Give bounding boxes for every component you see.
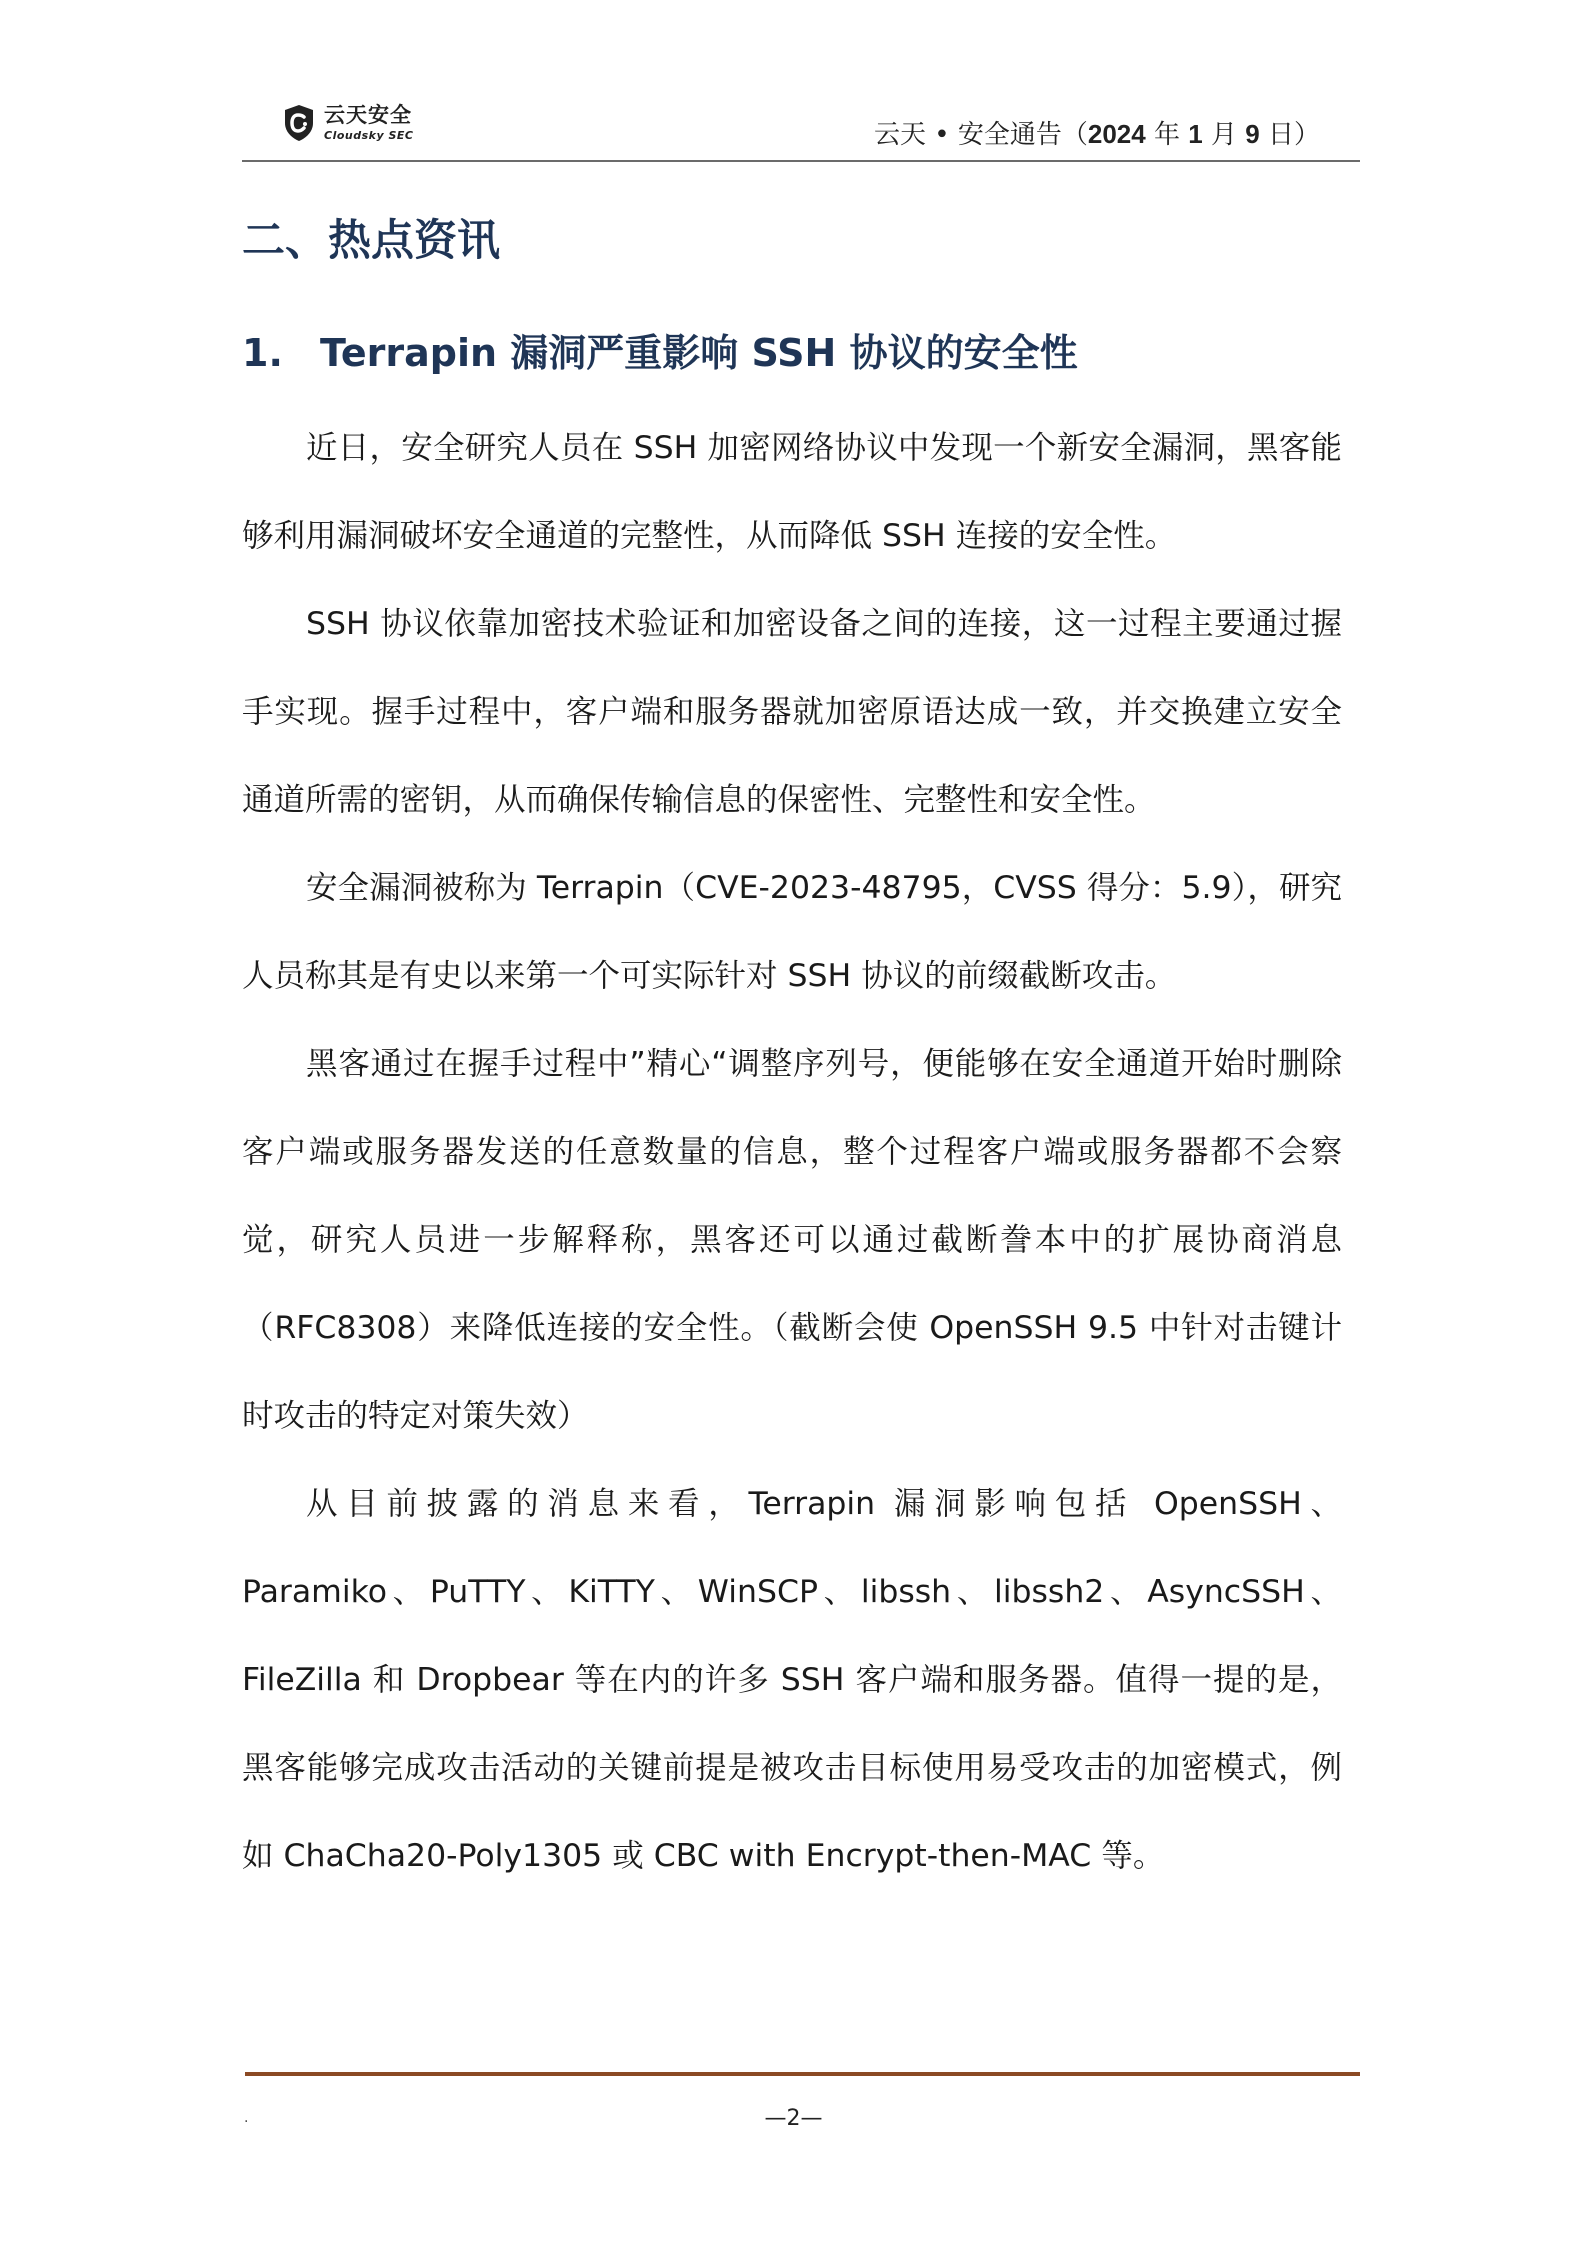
page-number: —2—: [764, 2106, 823, 2131]
footer-divider: [245, 2072, 1360, 2076]
article-heading: Terrapin 漏洞严重影响 SSH 协议的安全性: [320, 331, 1078, 375]
cloudsky-logo-icon: [282, 103, 316, 143]
paragraph: 近日，安全研究人员在 SSH 加密网络协议中发现一个新安全漏洞，黑客能够利用漏洞破坏安全通道的完整性，从而降低 SSH 连接的安全性。: [242, 430, 1342, 554]
header-divider: [242, 160, 1360, 162]
bulletin-month: 1: [1188, 119, 1203, 149]
article-body: [242, 404, 1342, 1900]
logo-english-name: Cloudsky SEC: [324, 129, 414, 142]
article-title: [242, 322, 1078, 377]
footer-dot: .: [244, 2110, 249, 2126]
paragraph: 从目前披露的消息来看，Terrapin 漏洞影响包括 OpenSSH、Paramiko、PuTTY、KiTTY、WinSCP、libssh、libssh2、AsyncSSH、FileZilla 和 Dropbear 等在内的许多 SSH 客户端和服务器。值得一提的是，黑客能够完成攻击活动的关键前提是被攻击目标使用易受攻击的加密模式，例如 ChaCha20-Poly1305 或 CBC with Encrypt-then-MAC 等。: [242, 1486, 1342, 1874]
paragraph: SSH 协议依靠加密技术验证和加密设备之间的连接，这一过程主要通过握手实现。握手过程中，客户端和服务器就加密原语达成一致，并交换建立安全通道所需的密钥，从而确保传输信息的保密性、完整性和安全性。: [242, 606, 1342, 818]
bulletin-year: 2024: [1087, 119, 1146, 149]
section-title: 二、热点资讯: [242, 216, 500, 266]
article-number: 1.: [242, 331, 283, 375]
bulletin-day: 9: [1245, 119, 1260, 149]
bulletin-title: 云天 • 安全通告（2024 年 1 月 9 日）: [874, 119, 1320, 150]
page-header: [242, 92, 1360, 162]
paragraph: 黑客通过在握手过程中”精心“调整序列号，便能够在安全通道开始时删除客户端或服务器发送的任意数量的信息，整个过程客户端或服务器都不会察觉，研究人员进一步解释称，黑客还可以通过截断誊本中的扩展协商消息（RFC8308）来降低连接的安全性。（截断会使 OpenSSH 9.5 中针对击键计时攻击的特定对策失效）: [242, 1046, 1342, 1434]
company-logo: [282, 98, 413, 148]
paragraph: 安全漏洞被称为 Terrapin（CVE-2023-48795，CVSS 得分：5.9），研究人员称其是有史以来第一个可实际针对 SSH 协议的前缀截断攻击。: [242, 870, 1342, 994]
logo-chinese-name: 云天安全: [324, 103, 412, 127]
